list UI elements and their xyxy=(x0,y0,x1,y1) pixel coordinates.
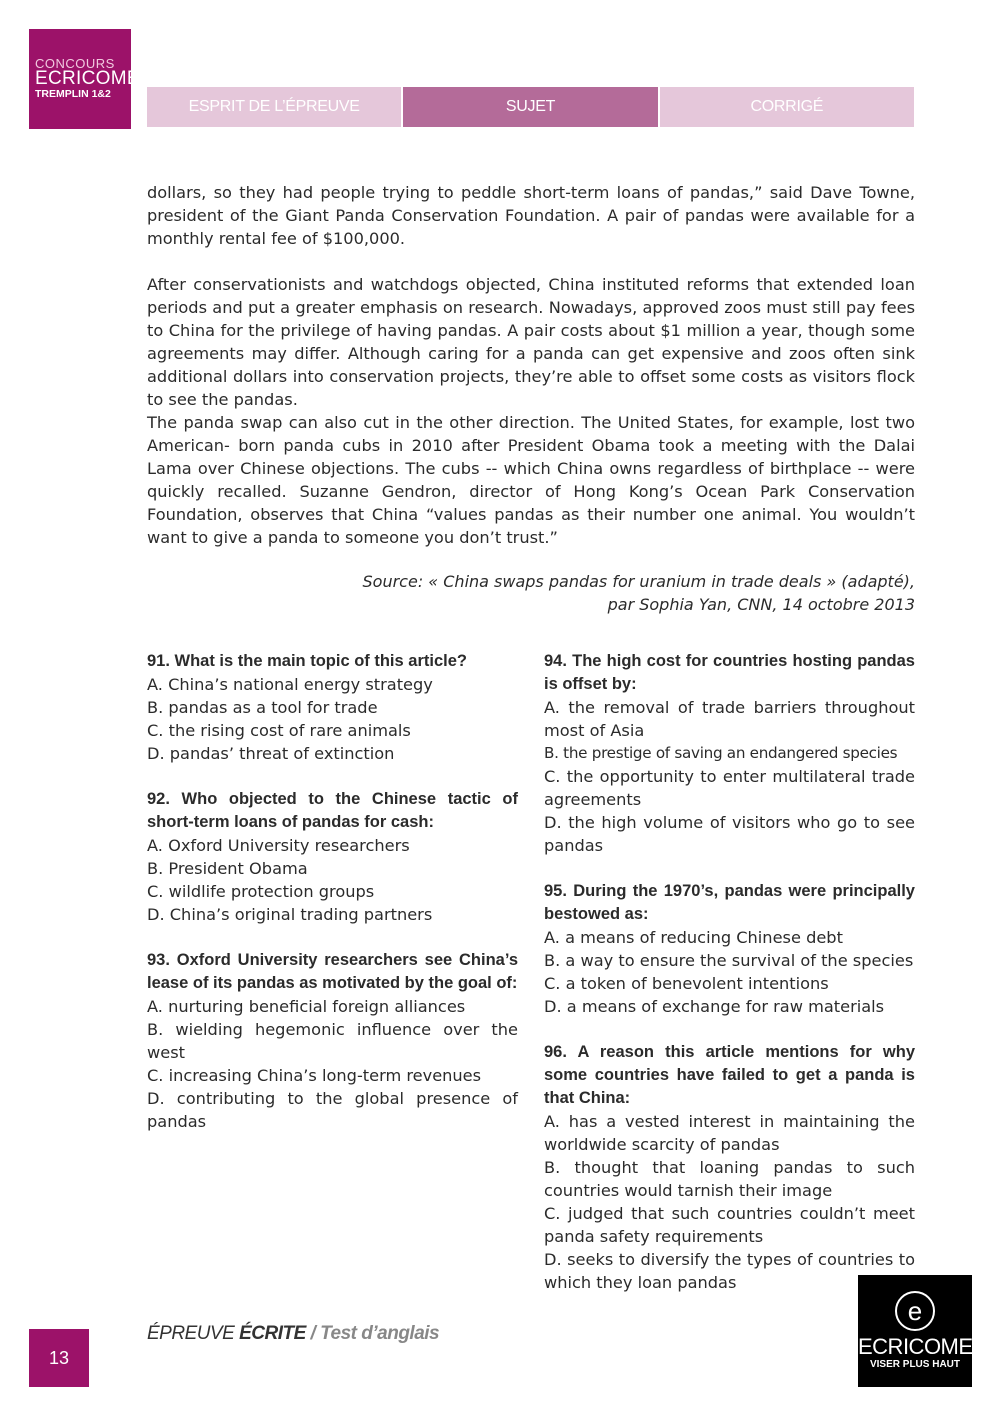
option-d[interactable]: D. seeks to diversify the types of countries to which they loan pandas xyxy=(544,1250,915,1292)
option-d[interactable]: D. pandas’ threat of extinction xyxy=(147,744,395,763)
option-d[interactable]: D. a means of exchange for raw materials xyxy=(544,997,885,1016)
tab-corrige[interactable]: CORRIGÉ xyxy=(660,87,914,127)
question-title: 91. What is the main topic of this article? xyxy=(147,652,467,670)
option-d[interactable]: D. China’s original trading partners xyxy=(147,905,433,924)
question-title: 93. Oxford University researchers see China’s lease of its pandas as motivated by the goal of: xyxy=(147,951,518,992)
footer-title xyxy=(147,1323,439,1345)
article-paragraph-2: After conservationists and watchdogs objected, China instituted reforms that extended loan periods and put a greater emphasis on research. Nowadays, approved zoos must still pay fees to China for the privilege of having pandas. A pair costs about $1 million a year, though some agreements may differ. Although caring for a panda can get expensive and zoos often sink additional dollars into conservation projects, they’re able to offset some costs as visitors flock to see the pandas. xyxy=(147,275,915,409)
source-line-1: Source: « China swaps pandas for uranium in trade deals » (adapté), xyxy=(362,572,915,591)
logo-tremplin: TREMPLIN 1&2 xyxy=(35,88,111,100)
questions-right-column xyxy=(544,650,915,1317)
option-b[interactable]: B. the prestige of saving an endangered species xyxy=(544,744,898,762)
question-94 xyxy=(544,650,915,857)
brand-tagline: VISER PLUS HAUT xyxy=(869,1359,960,1370)
question-95 xyxy=(544,880,915,1018)
tab-esprit-epreuve[interactable]: ESPRIT DE L’ÉPREUVE xyxy=(147,87,401,127)
option-d[interactable]: D. the high volume of visitors who go to see pandas xyxy=(544,813,915,855)
option-b[interactable]: B. a way to ensure the survival of the species xyxy=(544,951,914,970)
question-title: 92. Who objected to the Chinese tactic of short-term loans of pandas for cash: xyxy=(147,790,518,831)
question-96 xyxy=(544,1041,915,1294)
option-b[interactable]: B. President Obama xyxy=(147,859,308,878)
option-a[interactable]: A. a means of reducing Chinese debt xyxy=(544,928,843,947)
logo-ecricome: ECRICOME xyxy=(35,68,140,89)
article-paragraph-1: dollars, so they had people trying to peddle short-term loans of pandas,” said Dave Towne, president of the Giant Panda Conservation Foundation. A pair of pandas were available for a monthly rental fee of $100,000. xyxy=(147,183,915,248)
option-c[interactable]: C. the opportunity to enter multilateral trade agreements xyxy=(544,767,915,809)
option-a[interactable]: A. the removal of trade barriers throughout most of Asia xyxy=(544,698,915,740)
option-c[interactable]: C. wildlife protection groups xyxy=(147,882,375,901)
question-92 xyxy=(147,788,518,926)
option-c[interactable]: C. judged that such countries couldn’t meet panda safety requirements xyxy=(544,1204,915,1246)
footer-epreuve: ÉPREUVE xyxy=(147,1323,240,1344)
footer-ecrite: ÉCRITE xyxy=(239,1323,306,1344)
option-b[interactable]: B. thought that loaning pandas to such countries would tarnish their image xyxy=(544,1158,915,1200)
logo-concours: CONCOURS xyxy=(35,56,115,71)
option-a[interactable]: A. Oxford University researchers xyxy=(147,836,410,855)
option-a[interactable]: A. nurturing beneficial foreign alliances xyxy=(147,997,466,1016)
ecricome-e-icon: e xyxy=(895,1291,935,1331)
option-d[interactable]: D. contributing to the global presence of pandas xyxy=(147,1089,518,1131)
concours-ecricome-logo xyxy=(29,29,140,129)
question-91 xyxy=(147,650,518,765)
footer-separator: / xyxy=(305,1323,321,1344)
ecricome-brand-logo xyxy=(858,1275,972,1387)
option-c[interactable]: C. a token of benevolent intentions xyxy=(544,974,829,993)
option-b[interactable]: B. wielding hegemonic influence over the west xyxy=(147,1020,518,1062)
question-93 xyxy=(147,949,518,1133)
option-c[interactable]: C. the rising cost of rare animals xyxy=(147,721,411,740)
source-line-2: par Sophia Yan, CNN, 14 octobre 2013 xyxy=(607,595,915,614)
footer-test: Test d’anglais xyxy=(320,1323,440,1344)
page-number: 13 xyxy=(29,1329,89,1387)
option-a[interactable]: A. China’s national energy strategy xyxy=(147,675,433,694)
article-source xyxy=(147,570,915,616)
tab-sujet[interactable]: SUJET xyxy=(403,87,657,127)
question-title: 95. During the 1970’s, pandas were principally bestowed as: xyxy=(544,882,915,923)
article-text xyxy=(147,181,915,549)
option-a[interactable]: A. has a vested interest in maintaining the worldwide scarcity of pandas xyxy=(544,1112,915,1154)
article-paragraph-3: The panda swap can also cut in the other direction. The United States, for example, lost two American- born panda cubs in 2010 after President Obama took a meeting with the Dalai Lama over Chinese objections. The cubs -- which China owns regardless of birthplace -- were quickly recalled. Suzanne Gendron, director of Hong Kong’s Ocean Park Conservation Foundation, observes that China “values pandas as their number one animal. You wouldn’t want to give a panda to someone you don’t trust.” xyxy=(147,413,915,547)
questions-left-column xyxy=(147,650,518,1156)
section-tabs xyxy=(147,87,914,127)
question-title: 94. The high cost for countries hosting pandas is offset by: xyxy=(544,652,915,693)
option-c[interactable]: C. increasing China’s long-term revenues xyxy=(147,1066,482,1085)
brand-name: ECRICOME xyxy=(858,1334,973,1359)
question-title: 96. A reason this article mentions for why some countries have failed to get a panda is that China: xyxy=(544,1043,915,1107)
option-b[interactable]: B. pandas as a tool for trade xyxy=(147,698,378,717)
